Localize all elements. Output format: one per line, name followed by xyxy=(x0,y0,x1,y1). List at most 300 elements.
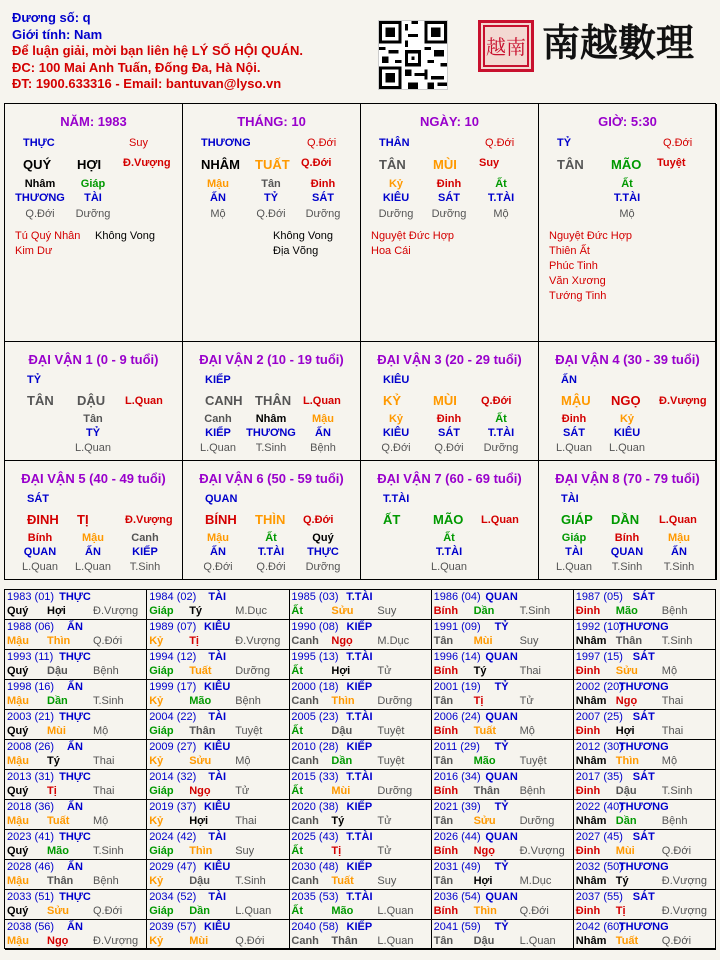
hidden-can: Canh xyxy=(204,413,232,425)
year-star: KIÊU xyxy=(204,801,231,813)
year-label: 2037 (55) xyxy=(575,891,623,903)
hidden-ts: Q.Đới xyxy=(25,208,55,220)
year-ts: Dưỡng xyxy=(377,785,413,797)
hidden-ts: Mộ xyxy=(493,208,509,220)
hidden-can: Mậu xyxy=(82,532,104,544)
year-cell xyxy=(432,830,574,860)
hidden-star: KIẾP xyxy=(205,427,231,439)
pillar-cell xyxy=(183,104,361,342)
year-star: THỰC xyxy=(59,771,91,783)
year-star: KIÊU xyxy=(204,861,231,873)
year-can: Bính xyxy=(433,785,459,797)
year-star: SÁT xyxy=(632,771,655,783)
year-cell xyxy=(147,620,289,650)
year-star: ẤN xyxy=(67,681,83,693)
hidden-ts: L.Quan xyxy=(555,442,593,454)
year-cell xyxy=(289,770,431,800)
year-ts: Đ.Vượng xyxy=(93,935,139,947)
year-cell xyxy=(5,920,147,950)
year-ts: Q.Đới xyxy=(235,935,265,947)
year-chi: Thìn xyxy=(615,755,640,767)
hidden-ts: T.Sinh xyxy=(129,561,161,573)
dai-van-title: ĐẠI VẬN 5 (40 - 49 tuổi) xyxy=(21,471,166,486)
year-label: 2029 (47) xyxy=(149,861,197,873)
dai-van-cell xyxy=(183,461,361,580)
year-star: THƯƠNG xyxy=(618,741,669,753)
year-can: Nhâm xyxy=(575,935,607,947)
year-chi: Ngọ xyxy=(47,935,69,947)
year-cell xyxy=(574,800,716,830)
year-can: Giáp xyxy=(149,785,174,797)
hidden-ts: Dưỡng xyxy=(305,208,341,220)
year-chi: Mùi xyxy=(331,785,351,797)
year-ts: Đ.Vượng xyxy=(93,605,139,617)
year-label: 2018 (36) xyxy=(7,801,55,813)
year-chi: Thân xyxy=(615,635,643,647)
year-chi: Tị xyxy=(615,905,626,917)
hidden-star: THƯƠNG xyxy=(246,427,296,439)
year-ts: Tử xyxy=(377,815,392,827)
year-can: Bính xyxy=(433,905,459,917)
year-chi: Dậu xyxy=(473,935,495,947)
year-can: Giáp xyxy=(149,725,174,737)
pillar-can: NHÂM xyxy=(201,157,240,172)
dai-van-chi: THÂN xyxy=(255,393,292,408)
dai-van-can: BÍNH xyxy=(205,512,237,527)
year-can: Canh xyxy=(291,695,319,707)
year-can: Mậu xyxy=(7,695,29,707)
shen-sha: Thiên Ất xyxy=(549,245,590,257)
year-can: Quý xyxy=(7,905,29,917)
year-star: KIÊU xyxy=(204,621,231,633)
year-star: KIẾP xyxy=(346,921,373,933)
hidden-star: ẤN xyxy=(315,427,331,439)
dai-van-star: T.TÀI xyxy=(383,493,410,505)
year-ts: L.Quan xyxy=(235,905,272,917)
pillar-title: NGÀY: 10 xyxy=(420,114,479,129)
year-chi: Dậu xyxy=(47,665,68,677)
year-cell xyxy=(289,890,431,920)
hidden-star: SÁT xyxy=(438,427,460,439)
dai-van-ts: L.Quan xyxy=(125,395,163,407)
year-star: KIÊU xyxy=(204,921,231,933)
year-label: 1999 (17) xyxy=(149,681,197,693)
year-star: KIẾP xyxy=(346,861,373,873)
year-star: TỶ xyxy=(494,741,509,753)
year-chi: Thân xyxy=(473,785,500,797)
pillar-title: THÁNG: 10 xyxy=(237,114,306,129)
year-label: 1986 (04) xyxy=(433,591,481,603)
year-star: T.TÀI xyxy=(346,591,373,603)
year-star: TÀI xyxy=(208,591,227,603)
year-star: T.TÀI xyxy=(346,831,373,843)
year-ts: Đ.Vượng xyxy=(519,845,565,857)
year-cell xyxy=(5,680,147,710)
dai-van-title: ĐẠI VẬN 7 (60 - 69 tuổi) xyxy=(377,471,522,486)
year-chi: Hợi xyxy=(331,665,351,677)
shen-sha: Văn Xương xyxy=(549,275,606,287)
year-can: Bính xyxy=(433,605,459,617)
year-cell xyxy=(5,590,147,620)
qr-code-icon[interactable] xyxy=(378,20,448,90)
hidden-star: KIÊU xyxy=(382,192,410,204)
year-ts: Thai xyxy=(93,755,115,767)
year-cell xyxy=(432,920,574,950)
pillar-can: QUÝ xyxy=(23,157,52,172)
year-ts: Bệnh xyxy=(235,695,261,707)
hidden-star: ẤN xyxy=(210,192,226,204)
year-star: THƯƠNG xyxy=(618,801,669,813)
year-label: 1984 (02) xyxy=(149,591,197,603)
hidden-ts: Mộ xyxy=(619,208,635,220)
hidden-ts: L.Quan xyxy=(608,442,646,454)
year-chi: Thân xyxy=(331,935,358,947)
year-label: 1993 (11) xyxy=(7,651,54,663)
year-star: ẤN xyxy=(67,921,83,933)
hidden-ts: Q.Đới xyxy=(256,208,286,220)
hidden-star: T.TÀI xyxy=(257,546,285,558)
dai-van-star: KIẾP xyxy=(205,374,231,386)
year-star: ẤN xyxy=(67,801,83,813)
pillar-star-right: Q.Đới xyxy=(307,137,337,149)
year-can: Ất xyxy=(291,725,303,737)
year-star: THỰC xyxy=(59,711,91,723)
year-label: 1988 (06) xyxy=(7,621,55,633)
year-cell xyxy=(147,680,289,710)
year-cell xyxy=(289,620,431,650)
year-star: QUAN xyxy=(485,891,518,903)
year-cell xyxy=(574,620,716,650)
year-chi: Dần xyxy=(473,605,495,617)
year-chi: Tị xyxy=(47,785,57,797)
year-chi: Tuất xyxy=(47,815,70,827)
year-cell xyxy=(432,860,574,890)
dai-van-ts: L.Quan xyxy=(303,395,341,407)
hidden-ts: Dưỡng xyxy=(483,442,519,454)
year-chi: Tuất xyxy=(331,875,354,887)
year-star: QUAN xyxy=(485,651,518,663)
pillar-can: TÂN xyxy=(557,157,584,172)
shen-sha: Kim Dư xyxy=(15,245,53,257)
hidden-can: Giáp xyxy=(561,532,587,544)
hidden-can: Đinh xyxy=(561,413,587,425)
year-ts: Bệnh xyxy=(661,815,688,827)
year-chi: Mão xyxy=(331,905,354,917)
year-ts: Thai xyxy=(235,815,257,827)
dai-van-cell xyxy=(183,342,361,461)
shen-sha: Địa Võng xyxy=(273,245,319,257)
year-ts: Thai xyxy=(93,785,115,797)
year-ts: Dưỡng xyxy=(235,665,270,677)
year-ts: Mộ xyxy=(661,755,678,767)
year-ts: Tuyệt xyxy=(235,725,263,737)
hidden-star: KIẾP xyxy=(132,546,158,558)
year-ts: Mộ xyxy=(235,755,251,767)
year-chi: Sửu xyxy=(47,905,70,917)
year-chi: Thân xyxy=(189,725,216,737)
hidden-can: Tân xyxy=(261,178,281,190)
shen-sha: Nguyệt Đức Hợp xyxy=(371,230,455,242)
year-chi: Sửu xyxy=(331,605,354,617)
pillar-chi: TUẤT xyxy=(255,157,290,172)
year-star: TÀI xyxy=(208,711,227,723)
header-info xyxy=(12,10,352,93)
year-cell xyxy=(5,740,147,770)
year-chi: Mão xyxy=(189,695,212,707)
year-can: Nhâm xyxy=(575,635,607,647)
hidden-star: T.TÀI xyxy=(487,427,515,439)
year-star: KIẾP xyxy=(346,681,373,693)
year-star: THƯƠNG xyxy=(618,921,669,933)
year-ts: Thai xyxy=(661,695,684,707)
hidden-ts: Q.Đới xyxy=(434,442,464,454)
year-star: QUAN xyxy=(485,771,518,783)
hidden-star: ẤN xyxy=(85,546,101,558)
year-label: 1991 (09) xyxy=(433,621,481,633)
year-can: Ất xyxy=(291,785,303,797)
hidden-ts: Q.Đới xyxy=(381,442,411,454)
year-can: Kỷ xyxy=(149,635,164,647)
hidden-star: THỰC xyxy=(307,546,339,558)
year-label: 1994 (12) xyxy=(149,651,197,663)
year-can: Ất xyxy=(291,605,303,617)
hidden-ts: T.Sinh xyxy=(255,442,287,454)
dai-van-star: ẤN xyxy=(561,374,577,386)
dai-van-chi: NGỌ xyxy=(611,393,641,408)
year-cell xyxy=(574,830,716,860)
hidden-star: ẤN xyxy=(671,546,687,558)
year-cell xyxy=(432,890,574,920)
dai-van-chi: DẬU xyxy=(77,393,106,408)
year-can: Mậu xyxy=(7,935,29,947)
year-label: 1995 (13) xyxy=(291,651,339,663)
pillar-title: NĂM: 1983 xyxy=(60,114,127,129)
year-label: 2014 (32) xyxy=(149,771,197,783)
year-chi: Thân xyxy=(47,875,74,887)
pillar-star-right: Suy xyxy=(129,137,148,149)
year-ts: Tử xyxy=(519,695,534,707)
year-ts: Tuyệt xyxy=(377,755,405,767)
year-chi: Tý xyxy=(615,875,629,887)
year-can: Đinh xyxy=(575,845,601,857)
year-ts: Suy xyxy=(377,605,397,617)
hidden-star: QUAN xyxy=(23,546,57,558)
dai-van-ts: Q.Đới xyxy=(303,514,334,526)
year-cell xyxy=(147,800,289,830)
year-cell xyxy=(147,920,289,950)
year-label: 2034 (52) xyxy=(149,891,197,903)
pillar-star: THÂN xyxy=(379,137,410,149)
year-label: 2027 (45) xyxy=(575,831,623,843)
address-line: ĐC: 100 Mai Anh Tuấn, Đống Đa, Hà Nội. xyxy=(12,59,261,75)
year-can: Mậu xyxy=(7,875,29,887)
year-ts: Dưỡng xyxy=(519,815,555,827)
year-chi: Dậu xyxy=(331,725,353,737)
year-ts: M.Dục xyxy=(377,635,410,647)
hidden-star: TỶ xyxy=(85,427,101,439)
year-star: THƯƠNG xyxy=(618,621,669,633)
year-cell xyxy=(289,740,431,770)
year-star: QUAN xyxy=(485,711,518,723)
year-star: ẤN xyxy=(67,741,83,753)
hidden-star: T.TÀI xyxy=(613,192,641,204)
year-star: TÀI xyxy=(208,831,227,843)
hidden-ts: Q.Đới xyxy=(203,561,233,573)
dai-van-can: MẬU xyxy=(561,393,591,408)
year-chi: Dậu xyxy=(615,785,637,797)
pillar-chi: MÙI xyxy=(433,157,457,172)
hidden-star: T.TÀI xyxy=(487,192,515,204)
year-chi: Sửu xyxy=(189,755,212,767)
year-chi: Thìn xyxy=(189,845,213,857)
hidden-star: QUAN xyxy=(610,546,644,558)
hidden-ts: Q.Đới xyxy=(256,561,286,573)
year-ts: Mộ xyxy=(93,815,109,827)
year-chi: Tý xyxy=(473,665,487,677)
year-ts: Q.Đới xyxy=(93,905,123,917)
year-label: 2008 (26) xyxy=(7,741,55,753)
year-chi: Sửu xyxy=(473,815,496,827)
year-ts: T.Sinh xyxy=(519,605,551,617)
year-chi: Mão xyxy=(47,845,69,857)
year-can: Tân xyxy=(433,635,454,647)
hidden-ts: T.Sinh xyxy=(663,561,695,573)
hidden-star: SÁT xyxy=(312,192,334,204)
year-label: 2005 (23) xyxy=(291,711,339,723)
year-label: 1992 (10) xyxy=(575,621,623,633)
year-can: Kỷ xyxy=(149,935,164,947)
year-label: 2039 (57) xyxy=(149,921,197,933)
contact-line: Để luận giải, mời bạn liên hệ LÝ SỐ HỘI QUÁN. xyxy=(12,43,303,58)
year-chi: Mùi xyxy=(47,725,66,737)
year-cell xyxy=(5,770,147,800)
year-label: 1987 (05) xyxy=(575,591,623,603)
year-can: Bính xyxy=(433,845,459,857)
year-can: Đinh xyxy=(575,785,601,797)
year-chi: Dần xyxy=(189,905,210,917)
year-label: 2035 (53) xyxy=(291,891,339,903)
year-label: 1985 (03) xyxy=(291,591,339,603)
year-can: Canh xyxy=(291,935,319,947)
year-star: THỰC xyxy=(59,831,91,843)
year-chi: Dần xyxy=(47,695,68,707)
year-star: THƯƠNG xyxy=(618,861,669,873)
year-chi: Tuất xyxy=(189,665,212,677)
year-ts: Bệnh xyxy=(519,785,546,797)
logo-text: 南越數理 xyxy=(542,20,695,65)
shen-sha: Phúc Tinh xyxy=(549,260,598,272)
year-label: 2038 (56) xyxy=(7,921,55,933)
year-ts: Suy xyxy=(235,845,255,857)
hidden-ts: L.Quan xyxy=(74,442,112,454)
year-star: TÀI xyxy=(208,771,227,783)
year-star: T.TÀI xyxy=(346,771,373,783)
year-chi: Tị xyxy=(331,845,342,857)
pillar-ts: Suy xyxy=(479,157,500,169)
year-label: 2004 (22) xyxy=(149,711,197,723)
pillar-title: GIỜ: 5:30 xyxy=(598,114,657,129)
year-chi: Tý xyxy=(47,755,60,767)
year-chi: Ngọ xyxy=(615,695,638,707)
year-label: 2026 (44) xyxy=(433,831,481,843)
year-ts: Dưỡng xyxy=(377,695,413,707)
year-chi: Sửu xyxy=(615,665,638,677)
year-ts: Tuyệt xyxy=(377,725,405,737)
year-cell xyxy=(147,740,289,770)
year-cell xyxy=(432,620,574,650)
dai-van-chi: MÙI xyxy=(433,393,457,408)
dai-van-ts: L.Quan xyxy=(481,514,519,526)
year-label: 2042 (60) xyxy=(575,921,623,933)
year-chi: Ngọ xyxy=(189,785,211,797)
year-chi: Tuất xyxy=(615,935,639,947)
year-ts: T.Sinh xyxy=(661,635,693,647)
year-ts: T.Sinh xyxy=(93,845,124,857)
year-cell xyxy=(432,770,574,800)
dai-van-star: QUAN xyxy=(205,493,238,505)
year-cell xyxy=(574,590,716,620)
year-can: Bính xyxy=(433,665,459,677)
year-label: 2041 (59) xyxy=(433,921,481,933)
year-chi: Thìn xyxy=(47,635,71,647)
shen-sha: Không Vong xyxy=(95,230,155,242)
year-can: Ất xyxy=(291,845,303,857)
year-can: Nhâm xyxy=(575,875,607,887)
year-cell xyxy=(147,860,289,890)
year-chi: Dần xyxy=(331,755,353,767)
pillar-cell xyxy=(361,104,539,342)
hidden-can: Ất xyxy=(495,178,507,190)
year-label: 2036 (54) xyxy=(433,891,481,903)
dai-van-cell xyxy=(361,342,539,461)
year-ts: Mộ xyxy=(93,725,109,737)
pillar-ts: Tuyệt xyxy=(657,157,686,169)
hidden-ts: Mộ xyxy=(210,208,226,220)
year-ts: Mộ xyxy=(519,725,535,737)
hidden-can: Ất xyxy=(495,413,507,425)
dai-van-title: ĐẠI VẬN 3 (20 - 29 tuổi) xyxy=(377,352,522,367)
year-ts: Q.Đới xyxy=(661,935,692,947)
year-cell xyxy=(5,710,147,740)
year-cell xyxy=(432,680,574,710)
hidden-can: Kỷ xyxy=(619,413,635,425)
year-can: Quý xyxy=(7,845,29,857)
year-cell xyxy=(432,740,574,770)
year-cell xyxy=(5,830,147,860)
year-label: 1983 (01) xyxy=(7,591,55,603)
hidden-star: ẤN xyxy=(210,546,226,558)
year-ts: Thai xyxy=(519,665,541,677)
hidden-star: SÁT xyxy=(563,427,585,439)
year-chi: Hợi xyxy=(189,815,209,827)
year-chi: Mùi xyxy=(473,635,493,647)
year-can: Canh xyxy=(291,635,319,647)
year-can: Đinh xyxy=(575,905,601,917)
year-cell xyxy=(5,860,147,890)
year-can: Ất xyxy=(291,905,303,917)
year-cell xyxy=(5,890,147,920)
year-cell xyxy=(289,830,431,860)
hidden-star: TÀI xyxy=(84,192,102,204)
pillar-ts: Đ.Vượng xyxy=(123,157,171,169)
hidden-star: SÁT xyxy=(438,192,460,204)
year-ts: T.Sinh xyxy=(661,785,693,797)
year-can: Đinh xyxy=(575,665,601,677)
pillar-star: THƯƠNG xyxy=(201,137,251,149)
gender: Giới tính: Nam xyxy=(12,26,103,42)
year-cell xyxy=(289,710,431,740)
phone-email-line: ĐT: 1900.633316 - Email: bantuvan@lyso.vn xyxy=(12,76,282,91)
